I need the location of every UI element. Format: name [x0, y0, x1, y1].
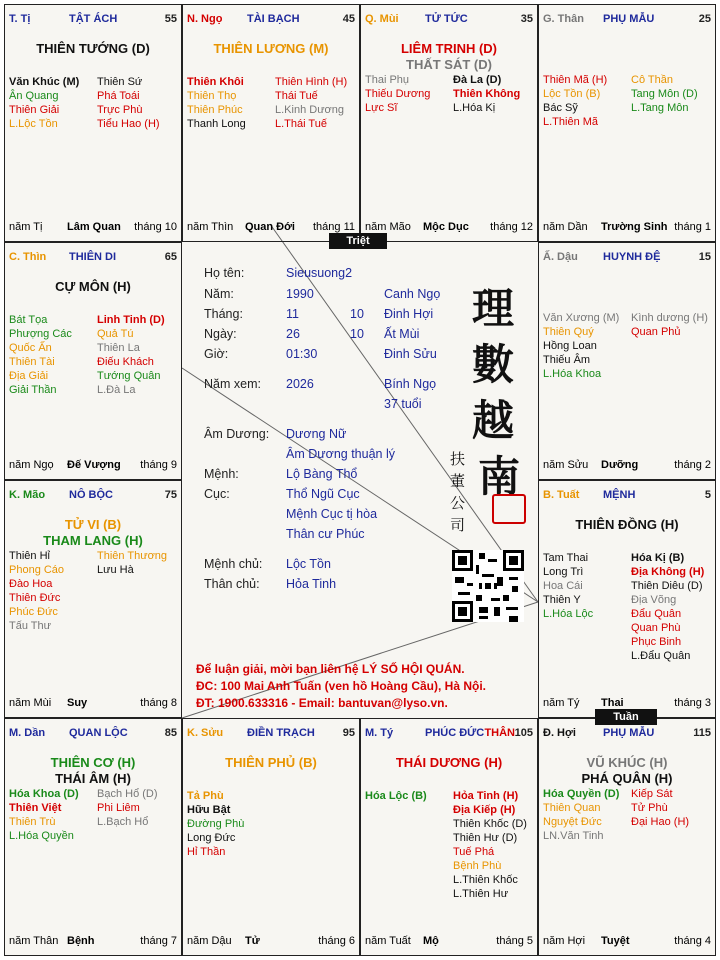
minor-star: Quan Phủ [631, 326, 681, 338]
value-am-duong-2: Âm Dương thuận lý [286, 447, 395, 461]
minor-star: Hữu Bật [187, 804, 231, 816]
minor-star: Thái Tuế [275, 90, 318, 102]
value-menh: Lộ Bàng Thổ [286, 467, 358, 481]
minor-star: Thiếu Âm [543, 354, 591, 366]
minor-star: Địa Giải [9, 370, 49, 382]
palace-position: Đ. Hợi [543, 727, 576, 739]
palace-header [9, 727, 177, 741]
footer-month: tháng 7 [140, 935, 177, 947]
tuan-tag: Tuần [595, 709, 657, 725]
calligraphy-char-4: 南 [478, 452, 521, 501]
palace-number: 75 [164, 489, 177, 501]
value-thang: 11 [286, 307, 299, 321]
minor-star: Trực Phù [97, 104, 143, 116]
star-list-left [543, 73, 607, 129]
palace-number: 95 [342, 727, 355, 739]
major-star: THIÊN PHỦ (B) [225, 755, 317, 770]
footer-month: tháng 9 [140, 459, 177, 471]
palace-position: M. Dần [9, 727, 46, 739]
minor-star: Phục Binh [631, 636, 682, 648]
palace-header [543, 727, 711, 741]
palace-footer [365, 221, 533, 235]
palace-cell-suu[interactable] [182, 718, 360, 956]
star-list-right [97, 75, 160, 131]
footer-month: tháng 5 [496, 935, 533, 947]
minor-star: Hóa Kị (B) [631, 552, 685, 564]
label-menh-chu: Mệnh chủ: [204, 557, 263, 571]
palace-position: T. Tị [9, 13, 31, 25]
footer-year: năm Dần [543, 221, 588, 233]
footer-month: tháng 4 [674, 935, 711, 947]
minor-star: Đại Hao (H) [631, 816, 690, 828]
footer-stage: Đế Vượng [67, 459, 121, 471]
footer-stage: Quan Đới [245, 221, 295, 233]
minor-star: L.Đà La [97, 384, 136, 396]
palace-name: PHÚC ĐỨC [425, 727, 485, 739]
label-ngay: Ngày: [204, 327, 237, 341]
minor-star: Thiên La [97, 342, 140, 354]
major-star: THẤT SÁT (D) [406, 57, 492, 72]
palace-number: 25 [698, 13, 711, 25]
major-star: TỬ VI (B) [64, 517, 122, 532]
minor-star: Thiên Y [543, 594, 581, 606]
minor-star: L.Thiên Mã [543, 116, 599, 128]
minor-star: Phượng Các [9, 328, 72, 340]
palace-cell-dan[interactable] [4, 718, 182, 956]
label-nam-xem: Năm xem: [204, 377, 261, 391]
value-than-chu: Hỏa Tinh [286, 577, 337, 591]
star-list-left [365, 73, 430, 115]
minor-star: L.Thái Tuế [275, 118, 327, 130]
footer-month: tháng 3 [674, 697, 711, 709]
palace-name: MỆNH [603, 489, 636, 501]
palace-number: 85 [164, 727, 177, 739]
palace-header [543, 13, 711, 27]
footer-year: năm Hợi [543, 935, 586, 947]
label-gio: Giờ: [204, 347, 229, 361]
star-list-right [453, 73, 520, 115]
value-ho-ten: Sieusuong2 [286, 266, 353, 280]
minor-star: Thiên Sứ [97, 76, 143, 88]
minor-star: Thiên Trù [9, 816, 56, 828]
palace-cell-ngo[interactable] [182, 4, 360, 242]
minor-star: Hóa Khoa (D) [9, 788, 79, 800]
horoscope-chart [4, 4, 716, 955]
minor-star: Điếu Khách [97, 356, 154, 368]
minor-star: Tang Môn (D) [631, 88, 698, 100]
minor-star: Giải Thần [9, 384, 57, 396]
minor-star: Thiên Giải [9, 104, 60, 116]
minor-star: Kiếp Sát [631, 788, 673, 800]
footer-year: năm Ngọ [9, 459, 54, 471]
minor-star: Địa Không (H) [631, 566, 705, 578]
minor-star: Thiên Khôi [187, 76, 244, 88]
triet-tag: Triệt [329, 233, 387, 249]
palace-footer [9, 935, 177, 949]
minor-star: L.Hóa Khoa [543, 368, 602, 380]
minor-star: L.Tang Môn [631, 102, 689, 114]
footer-stage: Tử [245, 935, 260, 947]
small-calligraphy-2: 董 [450, 472, 466, 490]
seal-stamp [492, 494, 526, 524]
footer-stage: Mộc Dục [423, 221, 469, 233]
palace-name: THIÊN DI [69, 251, 117, 263]
footer-year: năm Tý [543, 697, 580, 709]
footer-month: tháng 12 [490, 221, 533, 233]
palace-number: 115 [693, 727, 711, 739]
footer-year: năm Tị [9, 221, 43, 233]
palace-name: HUYNH ĐỆ [603, 251, 661, 263]
minor-star: Bát Tọa [9, 314, 48, 326]
minor-star: Thiên Diêu (D) [631, 580, 703, 592]
minor-star: Quan Phù [631, 622, 681, 634]
footer-year: năm Dậu [187, 935, 232, 947]
footer-month: tháng 2 [674, 459, 711, 471]
minor-star: Thiên Phúc [187, 104, 243, 116]
palace-cell-dau[interactable] [538, 242, 716, 480]
label-ho-ten: Họ tên: [204, 266, 245, 280]
minor-star: Phong Cáo [9, 564, 65, 576]
minor-star: Đẩu Quân [631, 608, 682, 620]
minor-star: Tiểu Hao (H) [97, 118, 160, 130]
minor-star: Ân Quang [9, 90, 59, 102]
palace-footer [543, 935, 711, 949]
footer-month: tháng 11 [312, 221, 355, 233]
value-gio: 01:30 [286, 347, 318, 361]
minor-star: L.Đẩu Quân [631, 650, 691, 662]
minor-star: Hóa Quyền (D) [543, 788, 620, 800]
star-list-left [365, 789, 427, 803]
center-info [182, 242, 538, 718]
star-list-left [187, 75, 246, 131]
palace-cell-ty[interactable] [360, 718, 538, 956]
minor-star: L.Hóa Quyền [9, 830, 74, 842]
minor-star: Thai Phụ [365, 74, 410, 86]
palace-position: Q. Mùi [365, 13, 399, 25]
minor-star: Thiếu Dương [365, 88, 431, 100]
palace-number: 5 [704, 489, 711, 501]
major-star: VŨ KHÚC (H) [586, 755, 668, 770]
minor-star: L.Hóa Kị [453, 102, 496, 114]
footer-month: tháng 8 [140, 697, 177, 709]
value-am-duong: Dương Nữ [286, 427, 347, 441]
value-nam: 1990 [286, 287, 314, 301]
footer-stage: Trường Sinh [601, 221, 668, 233]
footer-year: năm Sửu [543, 459, 589, 471]
minor-star: Long Đức [187, 832, 236, 844]
palace-number: 15 [698, 251, 711, 263]
star-list-right [631, 73, 698, 115]
footer-stage: Mộ [423, 935, 439, 947]
star-list-left [187, 789, 244, 859]
star-list-left [9, 787, 79, 843]
value-nam-can: Canh Ngọ [384, 287, 441, 301]
minor-star: LN.Văn Tinh [543, 830, 604, 842]
minor-star: Đào Hoa [9, 578, 53, 590]
small-calligraphy-3: 公 [450, 494, 466, 512]
palace-number: 105 [514, 727, 533, 739]
minor-star: Tuế Phá [453, 846, 495, 858]
major-star: THAM LANG (H) [43, 533, 143, 548]
minor-star: Hoa Cái [543, 580, 583, 592]
label-thang: Tháng: [204, 307, 243, 321]
palace-name: TẬT ÁCH [69, 13, 118, 25]
minor-star: Thiên Hỉ [9, 550, 50, 562]
minor-star: Bác Sỹ [543, 102, 578, 114]
palace-name: QUAN LỘC [69, 727, 128, 739]
minor-star: L.Kinh Dương [275, 104, 345, 116]
minor-star: Địa Võng [631, 594, 677, 606]
major-star: THIÊN LƯƠNG (M) [213, 41, 329, 56]
label-cuc: Cục: [204, 487, 230, 501]
minor-star: Văn Xương (M) [543, 312, 620, 324]
minor-star: Thiên Mã (H) [543, 74, 608, 86]
minor-star: Tử Phù [631, 802, 668, 814]
value-thang-am: 10 [350, 307, 364, 321]
palace-header [365, 727, 533, 741]
contact-line-3: ĐT: 1900.633316 - Email: bantuvan@lyso.vn. [196, 696, 448, 710]
minor-star: Quốc Ấn [9, 342, 52, 354]
palace-number: 45 [342, 13, 355, 25]
palace-header [9, 13, 177, 27]
minor-star: Đường Phù [187, 818, 245, 830]
star-list-right [631, 787, 689, 829]
minor-star: Tam Thai [543, 552, 589, 564]
palace-position: M. Tý [365, 727, 394, 739]
palace-footer [187, 935, 355, 949]
footer-stage: Thai [601, 697, 624, 709]
palace-position: C. Thìn [9, 251, 47, 263]
label-than-chu: Thân chủ: [204, 577, 260, 591]
minor-star: Bạch Hổ (D) [97, 788, 158, 800]
minor-star: Cô Thần [631, 74, 673, 86]
small-calligraphy-4: 司 [450, 516, 466, 534]
palace-footer [9, 459, 177, 473]
value-ngay-am: 10 [350, 327, 364, 341]
palace-name: TÀI BẠCH [247, 13, 300, 25]
contact-line-2: ĐC: 100 Mai Anh Tuấn (ven hồ Hoàng Cầu), Hà Nội. [196, 679, 487, 693]
footer-year: năm Tuất [365, 935, 411, 947]
contact-line-1: Để luận giải, mời bạn liên hệ LÝ SỐ HỘI QUÁN. [196, 662, 465, 676]
footer-month: tháng 6 [318, 935, 355, 947]
star-list-right [97, 787, 158, 829]
footer-stage: Dưỡng [601, 459, 639, 471]
minor-star: Thanh Long [187, 118, 246, 130]
star-list-right [453, 789, 527, 901]
minor-star: Hỏa Tinh (H) [453, 790, 519, 802]
minor-star: Địa Kiếp (H) [453, 804, 516, 816]
minor-star: Linh Tinh (D) [97, 314, 165, 326]
palace-name: NÔ BỘC [69, 489, 113, 501]
palace-header [9, 251, 177, 265]
minor-star: Phúc Đức [9, 606, 58, 618]
minor-star: Thiên Khốc (D) [453, 818, 527, 830]
value-menh-chu: Lộc Tồn [286, 557, 331, 571]
minor-star: Bệnh Phù [453, 860, 502, 872]
palace-name: ĐIỀN TRẠCH [247, 727, 315, 739]
major-star: THIÊN ĐỒNG (H) [575, 517, 679, 532]
minor-star: Tả Phù [187, 790, 224, 802]
value-nam-xem: 2026 [286, 377, 314, 391]
value-cuc: Thổ Ngũ Cục [286, 487, 360, 501]
value-nam-xem-can: Bính Ngọ [384, 377, 437, 391]
palace-cell-tuat[interactable] [538, 480, 716, 718]
footer-month: tháng 1 [674, 221, 711, 233]
footer-year: năm Mão [365, 221, 411, 233]
star-list-left [543, 787, 619, 843]
palace-position: B. Tuất [543, 489, 580, 501]
palace-header [187, 727, 355, 741]
minor-star: Thiên Không [453, 88, 521, 100]
minor-star: Văn Khúc (M) [9, 76, 80, 88]
palace-name: PHỤ MẪU [603, 13, 655, 25]
major-star: THÁI ÂM (H) [55, 771, 131, 786]
footer-stage: Lâm Quan [67, 221, 121, 233]
minor-star: Thiên Việt [9, 802, 62, 814]
footer-month: tháng 10 [134, 221, 177, 233]
minor-star: Hóa Lộc (B) [365, 790, 427, 802]
palace-header [543, 489, 711, 503]
minor-star: L.Thiên Khốc [453, 874, 518, 886]
palace-header [543, 251, 711, 265]
minor-star: L.Thiên Hư [453, 888, 509, 900]
minor-star: Nguyệt Đức [543, 816, 602, 828]
footer-stage: Suy [67, 697, 88, 709]
footer-year: năm Thìn [187, 221, 234, 233]
palace-footer [543, 459, 711, 473]
palace-header [9, 489, 177, 503]
label-nam: Năm: [204, 287, 234, 301]
star-list-left [543, 551, 593, 621]
star-list-left [9, 549, 64, 633]
minor-star: Thiên Tài [9, 356, 55, 368]
minor-star: Quả Tú [97, 328, 134, 340]
minor-star: Phi Liêm [97, 802, 140, 814]
palace-name: TỬ TỨC [425, 13, 468, 25]
major-star: CỰ MÔN (H) [55, 279, 131, 294]
minor-star: Lực Sĩ [365, 102, 398, 114]
calligraphy-char-1: 理 [472, 284, 515, 333]
palace-position: K. Sửu [187, 727, 224, 739]
palace-footer [9, 697, 177, 711]
than-marker: THÂN [484, 727, 515, 739]
star-list-left [543, 311, 619, 381]
minor-star: Tướng Quân [97, 370, 161, 382]
small-calligraphy-1: 扶 [450, 450, 466, 468]
footer-year: năm Mùi [9, 697, 52, 709]
footer-stage: Tuyệt [601, 935, 630, 947]
palace-cell-than[interactable] [538, 4, 716, 242]
minor-star: Hồng Loan [543, 340, 597, 352]
palace-number: 55 [164, 13, 177, 25]
minor-star: Thiên Hình (H) [275, 76, 348, 88]
star-list-right [97, 549, 167, 577]
palace-position: G. Thân [543, 13, 584, 25]
palace-cell-mui[interactable] [360, 4, 538, 242]
palace-footer [543, 221, 711, 235]
major-star: THIÊN TƯỚNG (D) [36, 41, 150, 56]
minor-star: Phá Toái [97, 90, 140, 102]
palace-cell-thin[interactable] [4, 242, 182, 480]
minor-star: Hỉ Thần [187, 846, 226, 858]
footer-stage: Bệnh [67, 935, 95, 947]
palace-number: 35 [520, 13, 533, 25]
palace-position: K. Mão [9, 489, 46, 501]
palace-cell-hoi[interactable] [538, 718, 716, 956]
palace-cell-mao[interactable] [4, 480, 182, 718]
minor-star: Thiên Quý [543, 326, 594, 338]
qr-code-icon[interactable] [452, 550, 524, 622]
palace-header [187, 13, 355, 27]
star-list-left [9, 75, 79, 131]
palace-position: N. Ngọ [187, 13, 223, 25]
palace-footer [9, 221, 177, 235]
palace-footer [365, 935, 533, 949]
major-star: THÁI DƯƠNG (H) [395, 755, 503, 770]
calligraphy-char-2: 數 [472, 340, 515, 389]
minor-star: Lộc Tồn (B) [543, 88, 601, 100]
minor-star: Thiên Thọ [187, 90, 237, 102]
palace-position: Ấ. Dậu [543, 251, 578, 263]
major-star: PHÁ QUÂN (H) [581, 771, 673, 786]
value-tuoi: 37 tuổi [384, 397, 422, 411]
value-ngay-can: Ất Mùi [384, 327, 420, 341]
major-star: LIÊM TRINH (D) [400, 41, 498, 56]
minor-star: Lưu Hà [97, 564, 134, 576]
minor-star: Thiên Đức [9, 592, 61, 604]
value-cuc-3: Thân cư Phúc [286, 527, 365, 541]
calligraphy-char-3: 越 [472, 396, 515, 445]
star-list-right [631, 551, 704, 663]
palace-number: 65 [164, 251, 177, 263]
star-list-right [631, 311, 708, 339]
minor-star: L.Hóa Lộc [543, 608, 594, 620]
minor-star: L.Bạch Hổ [97, 816, 149, 828]
star-list-left [9, 313, 72, 397]
value-gio-can: Đinh Sửu [384, 347, 437, 361]
minor-star: Kình dương (H) [631, 312, 708, 324]
palace-cell-ti[interactable] [4, 4, 182, 242]
footer-year: năm Thân [9, 935, 59, 947]
minor-star: Thiên Thương [97, 550, 168, 562]
minor-star: Thiên Quan [543, 802, 601, 814]
minor-star: Thiên Hư (D) [453, 832, 518, 844]
value-cuc-2: Mệnh Cục tị hòa [286, 507, 378, 521]
label-menh: Mệnh: [204, 467, 239, 481]
minor-star: Tấu Thư [9, 620, 52, 632]
minor-star: Long Trì [543, 566, 584, 578]
label-am-duong: Âm Dương: [204, 427, 270, 441]
minor-star: Đà La (D) [453, 74, 502, 86]
major-star: THIÊN CƠ (H) [50, 755, 136, 770]
star-list-right [275, 75, 347, 131]
value-thang-can: Đinh Hợi [384, 307, 434, 321]
minor-star: L.Lộc Tồn [9, 118, 58, 130]
value-ngay: 26 [286, 327, 300, 341]
palace-name: PHỤ MẪU [603, 727, 655, 739]
palace-header [365, 13, 533, 27]
star-list-right [97, 313, 165, 397]
